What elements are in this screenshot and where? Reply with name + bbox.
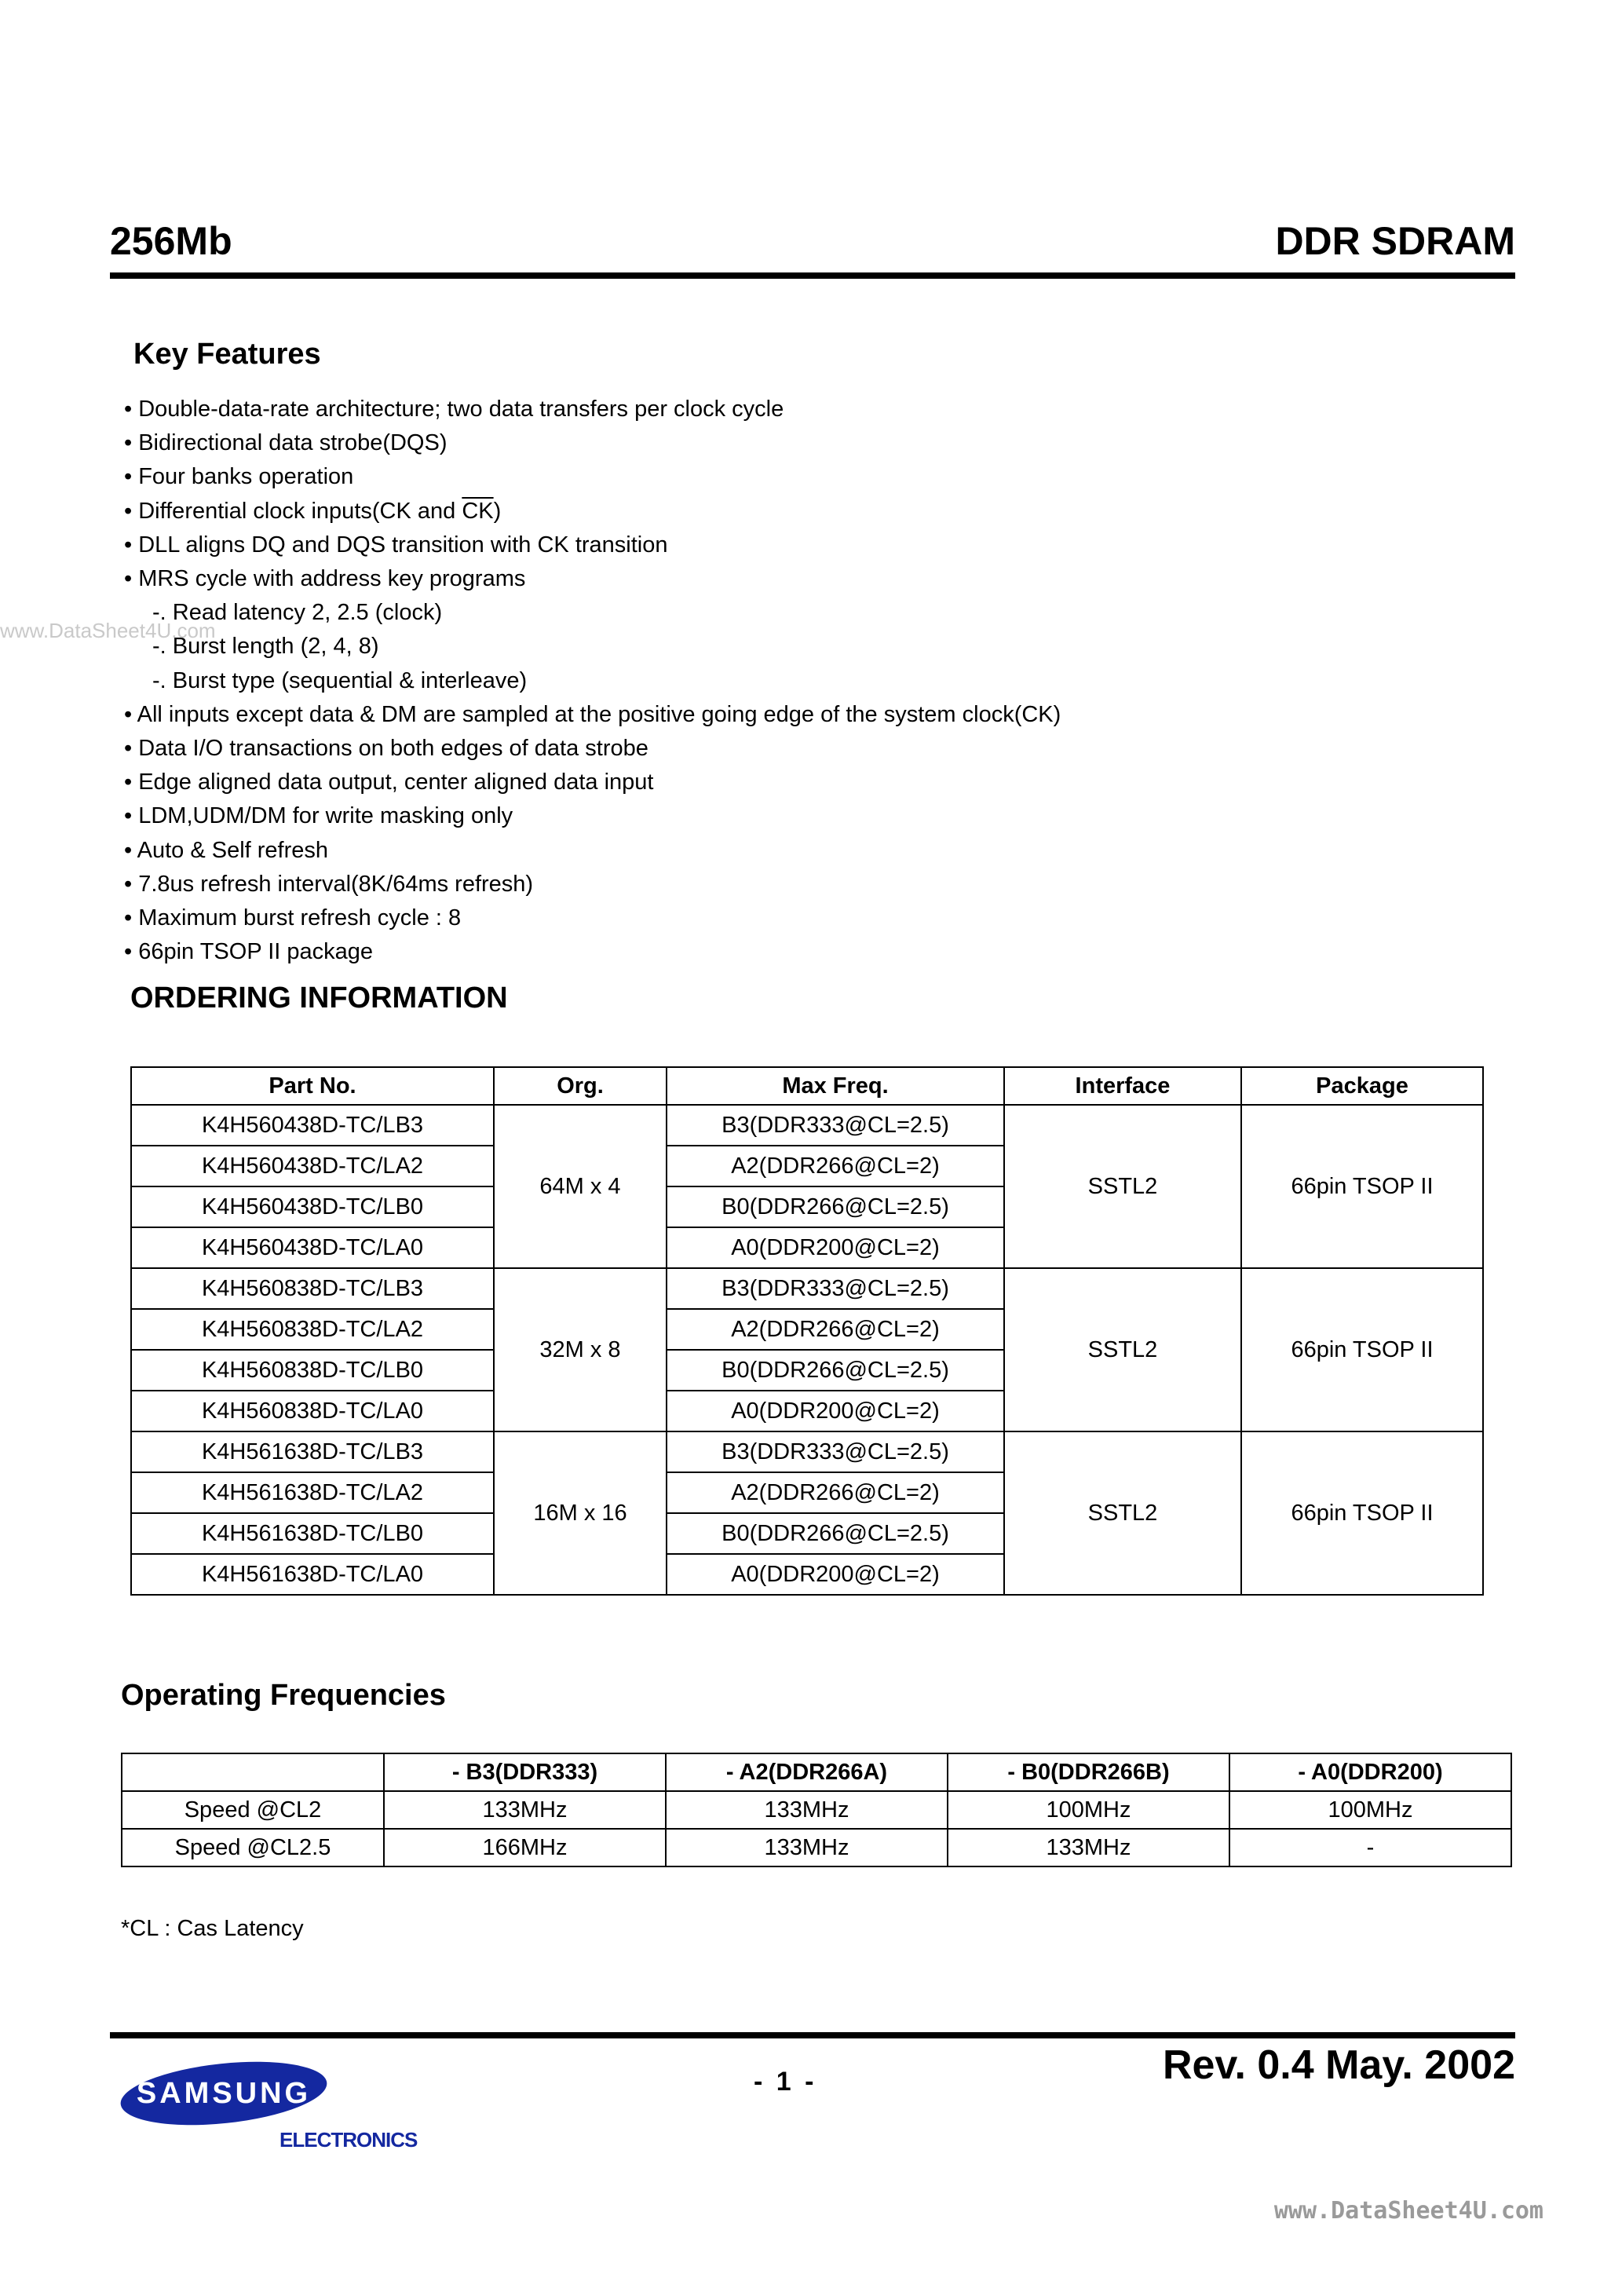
col-header-b3: - B3(DDR333) [384,1753,666,1791]
feature-item: • All inputs except data & DM are sampled at the positive going edge of the system clock(CK) [124,701,1061,727]
max-freq-cell: B0(DDR266@CL=2.5) [667,1186,1004,1227]
feature-text: • Differential clock inputs(CK and [124,498,462,524]
feature-subitem: -. Read latency 2, 2.5 (clock) [152,600,443,626]
col-header-a0: - A0(DDR200) [1229,1753,1511,1791]
part-number-cell: K4H560438D-TC/LA0 [131,1227,494,1268]
freq-cell: 133MHz [948,1829,1229,1866]
col-header-b0: - B0(DDR266B) [948,1753,1229,1791]
freq-cell: 133MHz [384,1791,666,1829]
feature-item: • Edge aligned data output, center aligned data input [124,770,654,795]
row-label-cell: Speed @CL2.5 [122,1829,384,1866]
freq-cell: 166MHz [384,1829,666,1866]
header-divider [110,272,1515,279]
part-number-cell: K4H561638D-TC/LA2 [131,1472,494,1513]
max-freq-cell: A0(DDR200@CL=2) [667,1391,1004,1431]
max-freq-cell: A2(DDR266@CL=2) [667,1146,1004,1186]
operating-freq-table [121,1753,1512,1867]
watermark-left: www.DataSheet4U.com [0,619,216,642]
feature-item: • Data I/O transactions on both edges of data strobe [124,736,648,762]
key-features-heading: Key Features [133,338,321,371]
feature-item: • 66pin TSOP II package [124,939,374,965]
logo-wordmark: SAMSUNG [136,2077,312,2110]
ck-bar-text: $\overline{CK}$ [462,498,494,524]
table-header-row [131,1067,1483,1105]
samsung-logo [118,2056,330,2131]
col-header-org: Org. [494,1067,667,1105]
interface-cell: SSTL2 [1004,1431,1241,1595]
max-freq-cell: B3(DDR333@CL=2.5) [667,1105,1004,1146]
max-freq-cell: A0(DDR200@CL=2) [667,1554,1004,1595]
part-number-cell: K4H560438D-TC/LB3 [131,1105,494,1146]
max-freq-cell: A2(DDR266@CL=2) [667,1472,1004,1513]
package-cell: 66pin TSOP II [1241,1431,1483,1595]
col-header-max-freq: Max Freq. [667,1067,1004,1105]
org-cell: 64M x 4 [494,1105,667,1268]
part-number-cell: K4H560438D-TC/LB0 [131,1186,494,1227]
part-number-cell: K4H561638D-TC/LB0 [131,1513,494,1554]
max-freq-cell: B0(DDR266@CL=2.5) [667,1513,1004,1554]
package-cell: 66pin TSOP II [1241,1268,1483,1431]
table-row [131,1431,1483,1472]
feature-item: • 7.8us refresh interval(8K/64ms refresh) [124,871,534,897]
watermark-bottom-right: www.DataSheet4U.com [1273,2197,1543,2225]
freq-cell: 100MHz [1229,1791,1511,1829]
table-row [131,1268,1483,1309]
max-freq-cell: B3(DDR333@CL=2.5) [667,1268,1004,1309]
max-freq-cell: A2(DDR266@CL=2) [667,1309,1004,1350]
part-number-cell: K4H560838D-TC/LA0 [131,1391,494,1431]
table-header-row [122,1753,1511,1791]
doc-title-right: DDR SDRAM [1275,219,1515,263]
feature-item: • MRS cycle with address key programs [124,566,526,592]
interface-cell: SSTL2 [1004,1268,1241,1431]
col-header-part-no: Part No. [131,1067,494,1105]
part-number-cell: K4H560438D-TC/LA2 [131,1146,494,1186]
col-header-blank [122,1753,384,1791]
max-freq-cell: B0(DDR266@CL=2.5) [667,1350,1004,1391]
logo-subtitle: ELECTRONICS [279,2128,418,2152]
col-header-package: Package [1241,1067,1483,1105]
feature-text: ) [493,498,502,524]
feature-subitem: -. Burst length (2, 4, 8) [152,634,379,660]
feature-item: • LDM,UDM/DM for write masking only [124,803,513,829]
max-freq-cell: B3(DDR333@CL=2.5) [667,1431,1004,1472]
page-number: - 1 - [754,2067,817,2097]
part-number-cell: K4H560838D-TC/LA2 [131,1309,494,1350]
part-number-cell: K4H561638D-TC/LB3 [131,1431,494,1472]
max-freq-cell: A0(DDR200@CL=2) [667,1227,1004,1268]
feature-item: • DLL aligns DQ and DQS transition with CK transition [124,532,668,558]
freq-cell: 133MHz [666,1829,948,1866]
freq-cell: 100MHz [948,1791,1229,1829]
operating-freq-heading: Operating Frequencies [121,1679,446,1712]
part-number-cell: K4H560838D-TC/LB0 [131,1350,494,1391]
interface-cell: SSTL2 [1004,1105,1241,1268]
footnote: *CL : Cas Latency [121,1916,304,1941]
table-row [131,1105,1483,1146]
col-header-a2: - A2(DDR266A) [666,1753,948,1791]
freq-cell: 133MHz [666,1791,948,1829]
package-cell: 66pin TSOP II [1241,1105,1483,1268]
footer-divider [110,2032,1515,2038]
key-features-list [124,393,1061,969]
feature-item: • Four banks operation [124,464,354,490]
part-number-cell: K4H561638D-TC/LA0 [131,1554,494,1595]
org-cell: 16M x 16 [494,1431,667,1595]
table-row [122,1829,1511,1866]
feature-item: • Auto & Self refresh [124,837,329,863]
revision-label: Rev. 0.4 May. 2002 [1162,2042,1515,2088]
ordering-info-heading: ORDERING INFORMATION [130,982,508,1015]
feature-item: • Bidirectional data strobe(DQS) [124,430,448,456]
feature-item-differential-clock [124,495,1061,528]
doc-title-left: 256Mb [110,219,232,263]
feature-item: • Double-data-rate architecture; two data transfers per clock cycle [124,397,784,422]
org-cell: 32M x 8 [494,1268,667,1431]
table-row [122,1791,1511,1829]
row-label-cell: Speed @CL2 [122,1791,384,1829]
ordering-table [130,1066,1484,1596]
part-number-cell: K4H560838D-TC/LB3 [131,1268,494,1309]
freq-cell: - [1229,1829,1511,1866]
col-header-interface: Interface [1004,1067,1241,1105]
feature-subitem: -. Burst type (sequential & interleave) [152,667,528,693]
feature-item: • Maximum burst refresh cycle : 8 [124,905,462,931]
